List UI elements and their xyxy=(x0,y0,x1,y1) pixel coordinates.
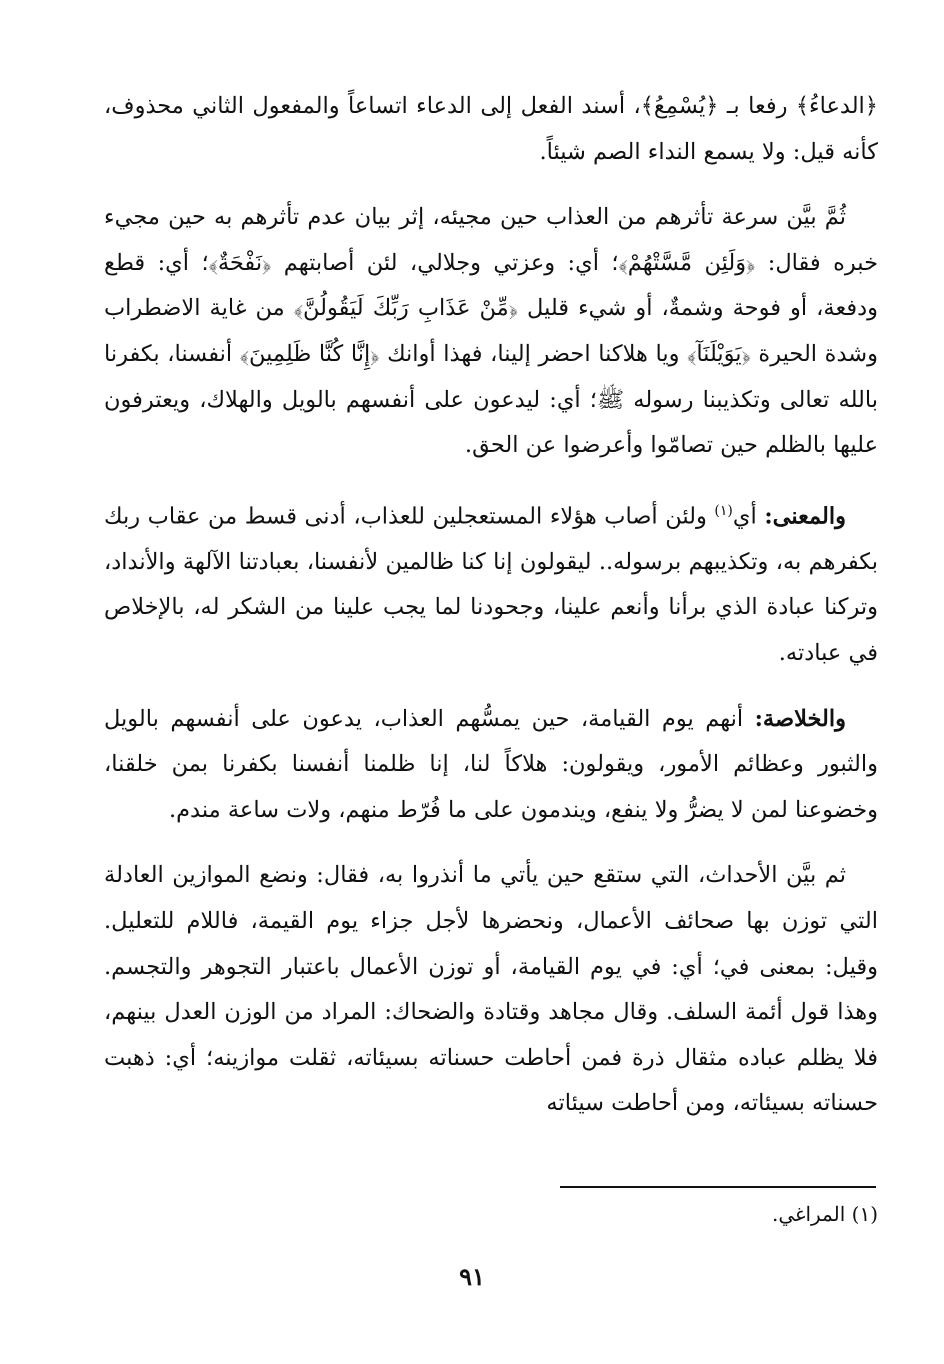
paragraph-3 xyxy=(104,489,878,677)
paragraph-4-lead: والخلاصة: xyxy=(754,705,846,732)
footnote-text: المراغي. xyxy=(771,1202,852,1226)
footnote-divider xyxy=(560,1186,876,1188)
paragraph-2: ثُمَّ بيَّن سرعة تأثرهم من العذاب حين مجيئه، إثر بيان عدم تأثرهم به حين مجيء خبره فقال: ﴿وَلَئِن مَّسَّتْهُمْ﴾؛ أي: وعزتي وجلالي، لئن أصابتهم ﴿نَفْحَةٌ﴾؛ أي: قطع ودفعة، أو فوحة وشمةٌ، أو شيء قليل ﴿مِّنْ عَذَابِ رَبِّكَ لَيَقُولُنَّ﴾ من غاية الاضطراب وشدة الحيرة ﴿يَوَيْلَنَآ﴾ ويا هلاكنا احضر إلينا، فهذا أوانك ﴿إِنَّا كُنَّا ظَلِمِينَ﴾ أنفسنا، بكفرنا بالله تعالى وتكذيبنا رسوله ﷺ؛ أي: ليدعون على أنفسهم بالويل والهلاك، ويعترفون عليها بالظلم حين تصامّوا وأعرضوا عن الحق. xyxy=(104,204,878,459)
paragraph-4 xyxy=(104,697,878,834)
paragraph-4-text: أنهم يوم القيامة، حين يمسُّهم العذاب، يدعون على أنفسهم بالويل والثبور وعظائم الأمور، ويقولون: هلاكاً لنا، إنا ظلمنا أنفسنا بكفرنا بمن خلقنا، وخضوعنا لمن لا يضرُّ ولا ينفع، ويندمون على ما فُرّط منهم، ولات ساعة مندم. xyxy=(104,705,878,823)
page-number: ٩١ xyxy=(459,1262,485,1291)
paragraph-3-text-b: ولئن أصاب هؤلاء المستعجلين للعذاب، أدنى قسط من عقاب ربك بكفرهم به، وتكذيبهم برسوله.. ليقولون إنا كنا ظالمين لأنفسنا، بعبادتنا الآلهة والأنداد، وتركنا عبادة الذي برأنا وأنعم علينا، وجحودنا لما يجب علينا من الشكر له، بالإخلاص في عبادته. xyxy=(104,503,878,667)
paragraph-3-text-a: أي xyxy=(732,503,765,530)
footnote-reference: (١) xyxy=(714,502,733,519)
footnote-number: (١) xyxy=(851,1202,878,1226)
paragraph-5: ثم بيَّن الأحداث، التي ستقع حين يأتي ما أنذروا به، فقال: ونضع الموازين العادلة التي توزن بها صحائف الأعمال، ونحضرها لأجل جزاء يوم القيمة، فاللام للتعليل. وقيل: بمعنى في؛ أي: في يوم القيامة، أو توزن الأعمال باعتبار التجوهر والتجسم. وهذا قول أئمة السلف. وقال مجاهد وقتادة والضحاك: المراد من الوزن العدل بينهم، فلا يظلم عباده مثقال ذرة فمن أحاطت حسناته بسيئاته، ثقلت موازينه؛ أي: ذهبت حسناته بسيئاته، ومن أحاطت سيئاته xyxy=(104,862,878,1117)
paragraph-3-lead: والمعنى: xyxy=(764,503,846,530)
paragraph-1: ﴿الدعاءُ﴾ رفعا بـ ﴿يُسْمِعُ﴾، أسند الفعل إلى الدعاء اتساعاً والمفعول الثاني محذوف، كأنه قيل: ولا يسمع النداء الصم شيئاً. xyxy=(104,93,878,165)
footnote xyxy=(378,1196,878,1232)
